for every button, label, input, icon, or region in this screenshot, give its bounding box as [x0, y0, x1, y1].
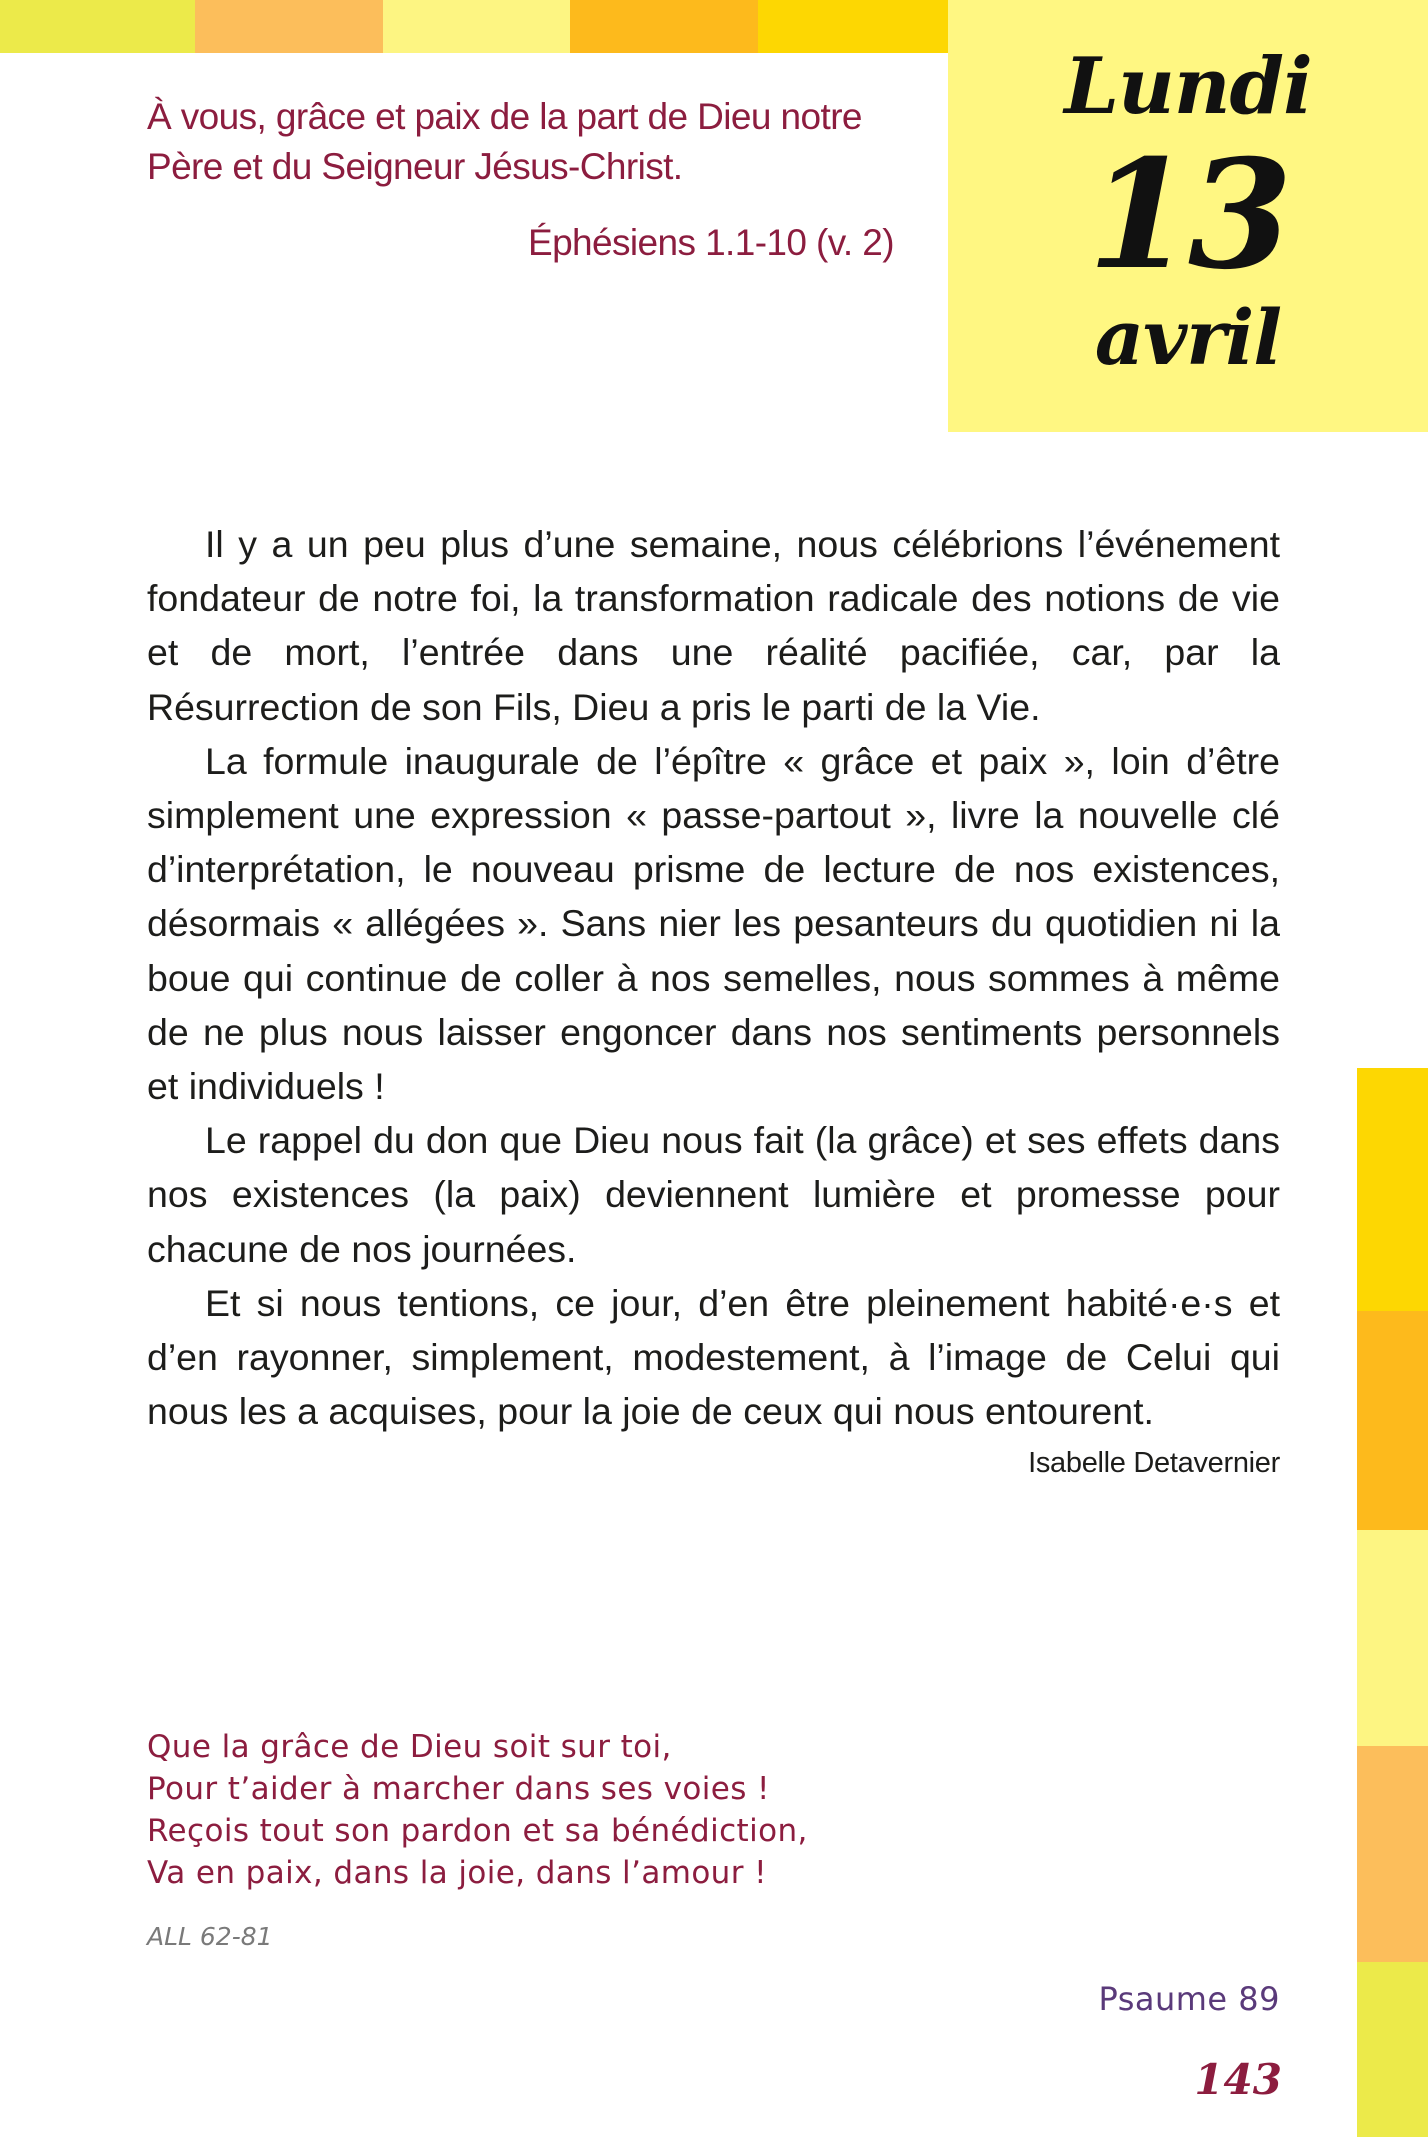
body-paragraph: Et si nous tentions, ce jour, d’en être pleinement habité·e·s et d’en rayonner, simplement, modestement, à l’image de Celui qui nous les a acquises, pour la joie de ceux qui nous entourent. — [147, 1281, 1280, 1433]
side-strip-segment — [1357, 1962, 1428, 2137]
body-paragraph: La formule inaugurale de l’épître « grâce et paix », loin d’être simplement une expression « passe-partout », livre la nouvelle clé d’interprétation, le nouveau prisme de lecture de nos existences, désormais « allégées ». Sans nier les pesanteurs du quotidien ni la boue qui continue de coller à nos semelles, nous sommes à même de ne plus nous laisser engoncer dans nos sentiments personnels et individuels ! — [147, 739, 1280, 1108]
hymn-reference: ALL 62-81 — [147, 1922, 273, 1951]
side-strip-segment — [1357, 1068, 1428, 1311]
top-strip-segment — [383, 0, 570, 53]
body-paragraph: Il y a un peu plus d’une semaine, nous célébrions l’événement fondateur de notre foi, la transformation radicale des notions de vie et de mort, l’entrée dans une réalité pacifiée, car, par la Résurrection de son Fils, Dieu a pris le parti de la Vie. — [147, 523, 1280, 728]
page-number: 143 — [1194, 2055, 1282, 2104]
top-strip-segment — [570, 0, 758, 53]
side-strip-segment — [1357, 1530, 1428, 1746]
verse-reference: Éphésiens 1.1-10 (v. 2) — [528, 222, 894, 263]
meditation-body — [147, 517, 1280, 1438]
hymn-verse — [147, 1726, 947, 1894]
body-paragraph: Le rappel du don que Dieu nous fait (la grâce) et ses effets dans nos existences (la paix) deviennent lumière et promesse pour chacune de nos journées. — [147, 1119, 1280, 1270]
date-month: avril — [1094, 293, 1282, 382]
top-strip-segment — [195, 0, 383, 53]
side-strip-segment — [1357, 1746, 1428, 1962]
top-color-strip — [0, 0, 950, 53]
date-box — [948, 0, 1428, 432]
side-color-strip — [1357, 1068, 1428, 2137]
date-day-number: 13 — [1087, 127, 1289, 303]
date-weekday: Lundi — [1064, 41, 1312, 132]
psalm-reference: Psaume 89 — [1098, 1980, 1280, 2018]
hymn-line: Va en paix, dans la joie, dans l’amour ! — [147, 1855, 767, 1891]
hymn-line: Que la grâce de Dieu soit sur toi, — [147, 1729, 672, 1765]
top-strip-segment — [758, 0, 950, 53]
side-strip-segment — [1357, 1311, 1428, 1530]
top-strip-segment — [0, 0, 195, 53]
hymn-line: Reçois tout son pardon et sa bénédiction, — [147, 1813, 808, 1849]
verse-text: À vous, grâce et paix de la part de Dieu notre Père et du Seigneur Jésus-Christ. — [147, 96, 862, 187]
author-name: Isabelle Detavernier — [1028, 1447, 1280, 1479]
hymn-line: Pour t’aider à marcher dans ses voies ! — [147, 1771, 770, 1807]
